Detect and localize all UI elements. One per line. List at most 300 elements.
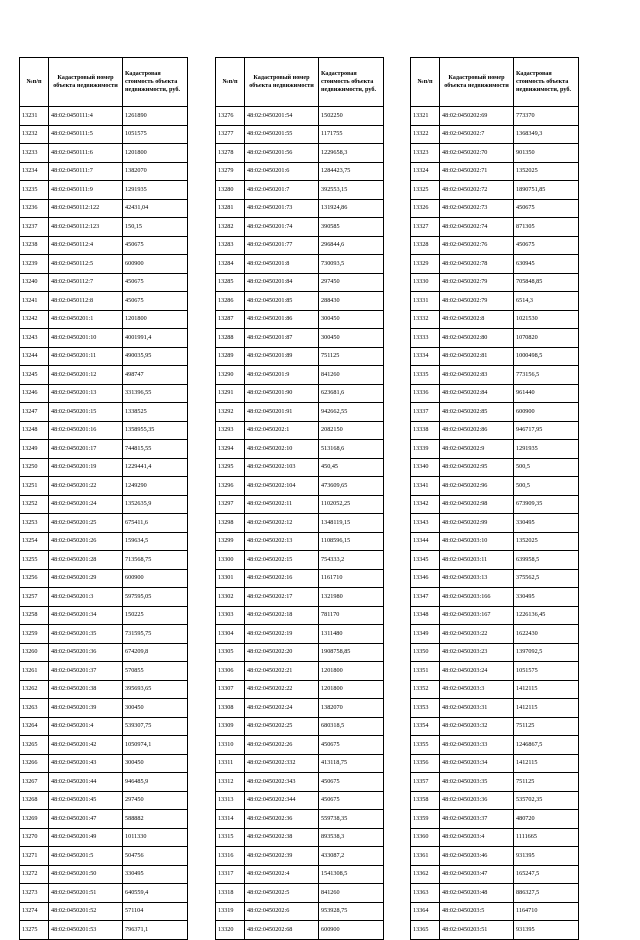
- row-number-cell: 13257: [20, 588, 49, 607]
- cadastral-number-cell: 48:02:0450202:4: [245, 865, 319, 884]
- row-number-cell: 13354: [411, 717, 440, 736]
- cadastral-cost-cell: 1397092,5: [514, 643, 579, 662]
- cadastral-number-cell: 48:02:0450201:73: [245, 199, 319, 218]
- cadastral-number-cell: 48:02:0450202:19: [245, 625, 319, 644]
- row-number-cell: 13344: [411, 532, 440, 551]
- row-number-cell: 13231: [20, 107, 49, 126]
- row-number-cell: 13261: [20, 662, 49, 681]
- table-row: [411, 458, 579, 477]
- table-row: [411, 921, 579, 940]
- cadastral-number-cell: 48:02:0450112:8: [49, 292, 123, 311]
- cadastral-number-cell: 48:02:0450202:84: [440, 384, 514, 403]
- row-number-cell: 13270: [20, 828, 49, 847]
- cadastral-number-cell: 48:02:0450202:36: [245, 810, 319, 829]
- header-num: №п/п: [216, 58, 245, 107]
- table-row: [216, 366, 384, 385]
- table-row: [411, 107, 579, 126]
- row-number-cell: 13313: [216, 791, 245, 810]
- cadastral-number-cell: 48:02:0450201:53: [49, 921, 123, 940]
- cadastral-number-cell: 48:02:0450202:96: [440, 477, 514, 496]
- table-row: [20, 162, 188, 181]
- cadastral-number-cell: 48:02:0450201:15: [49, 403, 123, 422]
- row-number-cell: 13357: [411, 773, 440, 792]
- row-number-cell: 13327: [411, 218, 440, 237]
- table-row: [216, 606, 384, 625]
- table-row: [216, 310, 384, 329]
- row-number-cell: 13275: [20, 921, 49, 940]
- row-number-cell: 13238: [20, 236, 49, 255]
- table-row: [411, 662, 579, 681]
- cadastral-cost-cell: 730093,5: [319, 255, 384, 274]
- cadastral-cost-cell: 4001991,4: [123, 329, 188, 348]
- cadastral-cost-cell: 871305: [514, 218, 579, 237]
- cadastral-cost-cell: 1368349,3: [514, 125, 579, 144]
- row-number-cell: 13331: [411, 292, 440, 311]
- cadastral-number-cell: 48:02:0450202:15: [245, 551, 319, 570]
- cadastral-number-cell: 48:02:0450201:17: [49, 440, 123, 459]
- row-number-cell: 13304: [216, 625, 245, 644]
- cadastral-number-cell: 48:02:0450201:90: [245, 384, 319, 403]
- cadastral-number-cell: 48:02:0450202:20: [245, 643, 319, 662]
- cadastral-number-cell: 48:02:0450203:34: [440, 754, 514, 773]
- row-number-cell: 13303: [216, 606, 245, 625]
- cadastral-cost-cell: 751125: [319, 347, 384, 366]
- cadastral-cost-cell: 450675: [319, 791, 384, 810]
- cadastral-cost-cell: 886327,5: [514, 884, 579, 903]
- cadastral-number-cell: 48:02:0450111:7: [49, 162, 123, 181]
- table-row: [20, 125, 188, 144]
- row-number-cell: 13272: [20, 865, 49, 884]
- header-cadastral-number: Кадастровый номер объекта недвижимости: [245, 58, 319, 107]
- row-number-cell: 13290: [216, 366, 245, 385]
- cadastral-cost-cell: 675411,6: [123, 514, 188, 533]
- cadastral-cost-cell: 330495: [123, 865, 188, 884]
- cadastral-number-cell: 48:02:0450202:332: [245, 754, 319, 773]
- cadastral-number-cell: 48:02:0450202:16: [245, 569, 319, 588]
- cadastral-cost-cell: 1352635,9: [123, 495, 188, 514]
- cadastral-cost-cell: 450,45: [319, 458, 384, 477]
- cadastral-cost-cell: 1622430: [514, 625, 579, 644]
- table-row: [20, 884, 188, 903]
- cadastral-number-cell: 48:02:0450201:86: [245, 310, 319, 329]
- cadastral-number-cell: 48:02:0450201:36: [49, 643, 123, 662]
- row-number-cell: 13259: [20, 625, 49, 644]
- cadastral-number-cell: 48:02:0450202:344: [245, 791, 319, 810]
- row-number-cell: 13364: [411, 902, 440, 921]
- row-number-cell: 13268: [20, 791, 49, 810]
- table-row: [216, 699, 384, 718]
- table-row: [20, 477, 188, 496]
- cadastral-cost-cell: 630945: [514, 255, 579, 274]
- cadastral-number-cell: 48:02:0450201:10: [49, 329, 123, 348]
- cadastral-cost-cell: 961440: [514, 384, 579, 403]
- table-row: [216, 865, 384, 884]
- cadastral-number-cell: 48:02:0450201:51: [49, 884, 123, 903]
- table-row: [20, 625, 188, 644]
- table-row: [20, 292, 188, 311]
- cadastral-cost-cell: 1229658,3: [319, 144, 384, 163]
- row-number-cell: 13339: [411, 440, 440, 459]
- cadastral-cost-cell: 450675: [319, 773, 384, 792]
- cadastral-cost-cell: 673909,35: [514, 495, 579, 514]
- cadastral-number-cell: 48:02:0450201:37: [49, 662, 123, 681]
- cadastral-cost-cell: 600900: [514, 403, 579, 422]
- row-number-cell: 13329: [411, 255, 440, 274]
- cadastral-table-2: [215, 57, 384, 940]
- table-row: [411, 736, 579, 755]
- table-row: [20, 699, 188, 718]
- table-row: [216, 347, 384, 366]
- cadastral-number-cell: 48:02:0450201:43: [49, 754, 123, 773]
- table-row: [411, 384, 579, 403]
- row-number-cell: 13312: [216, 773, 245, 792]
- cadastral-cost-cell: 1051575: [123, 125, 188, 144]
- cadastral-cost-cell: 781170: [319, 606, 384, 625]
- table-row: [411, 773, 579, 792]
- table-row: [20, 144, 188, 163]
- table-row: [411, 347, 579, 366]
- cadastral-cost-cell: 288430: [319, 292, 384, 311]
- table-row: [411, 292, 579, 311]
- cadastral-number-cell: 48:02:0450203:22: [440, 625, 514, 644]
- table-row: [411, 310, 579, 329]
- table-row: [216, 125, 384, 144]
- cadastral-cost-cell: 300450: [319, 329, 384, 348]
- cadastral-cost-cell: 773370: [514, 107, 579, 126]
- row-number-cell: 13316: [216, 847, 245, 866]
- cadastral-number-cell: 48:02:0450201:5: [49, 847, 123, 866]
- table-row: [216, 458, 384, 477]
- cadastral-number-cell: 48:02:0450202:11: [245, 495, 319, 514]
- cadastral-number-cell: 48:02:0450201:1: [49, 310, 123, 329]
- row-number-cell: 13252: [20, 495, 49, 514]
- table-row: [216, 625, 384, 644]
- table-row: [20, 107, 188, 126]
- cadastral-cost-cell: 433087,2: [319, 847, 384, 866]
- table-row: [20, 347, 188, 366]
- cadastral-cost-cell: 931395: [514, 847, 579, 866]
- table-row: [20, 810, 188, 829]
- cadastral-number-cell: 48:02:0450201:35: [49, 625, 123, 644]
- row-number-cell: 13297: [216, 495, 245, 514]
- table-row: [20, 736, 188, 755]
- cadastral-cost-cell: 931395: [514, 921, 579, 940]
- cadastral-cost-cell: 1201800: [319, 680, 384, 699]
- row-number-cell: 13356: [411, 754, 440, 773]
- table-row: [411, 810, 579, 829]
- table-row: [216, 643, 384, 662]
- cadastral-number-cell: 48:02:0450202:73: [440, 199, 514, 218]
- cadastral-number-cell: 48:02:0450202:25: [245, 717, 319, 736]
- row-number-cell: 13240: [20, 273, 49, 292]
- cadastral-cost-cell: 953928,75: [319, 902, 384, 921]
- cadastral-cost-cell: 751125: [514, 773, 579, 792]
- row-number-cell: 13273: [20, 884, 49, 903]
- cadastral-cost-cell: 1382070: [123, 162, 188, 181]
- table-row: [411, 699, 579, 718]
- cadastral-number-cell: 48:02:0450202:79: [440, 292, 514, 311]
- cadastral-number-cell: 48:02:0450201:13: [49, 384, 123, 403]
- cadastral-cost-cell: 2082150: [319, 421, 384, 440]
- cadastral-number-cell: 48:02:0450201:9: [245, 366, 319, 385]
- cadastral-cost-cell: 450675: [123, 236, 188, 255]
- cadastral-cost-cell: 754333,2: [319, 551, 384, 570]
- table-row: [216, 717, 384, 736]
- row-number-cell: 13264: [20, 717, 49, 736]
- cadastral-cost-cell: 1284423,75: [319, 162, 384, 181]
- row-number-cell: 13323: [411, 144, 440, 163]
- cadastral-number-cell: 48:02:0450202:13: [245, 532, 319, 551]
- cadastral-table-1: [19, 57, 188, 940]
- cadastral-number-cell: 48:02:0450201:4: [49, 717, 123, 736]
- table-row: [20, 828, 188, 847]
- table-row: [20, 717, 188, 736]
- table-row: [216, 736, 384, 755]
- cadastral-cost-cell: 1050974,1: [123, 736, 188, 755]
- cadastral-number-cell: 48:02:0450203:23: [440, 643, 514, 662]
- table-row: [20, 199, 188, 218]
- cadastral-number-cell: 48:02:0450203:37: [440, 810, 514, 829]
- header-cadastral-cost: Кадастровая стоимость объекта недвижимости, руб.: [123, 58, 188, 107]
- cadastral-number-cell: 48:02:0450202:5: [245, 884, 319, 903]
- cadastral-number-cell: 48:02:0450202:7: [440, 125, 514, 144]
- table-row: [216, 162, 384, 181]
- cadastral-cost-cell: 1249290: [123, 477, 188, 496]
- cadastral-cost-cell: 1382070: [319, 699, 384, 718]
- cadastral-cost-cell: 1171755: [319, 125, 384, 144]
- cadastral-number-cell: 48:02:0450202:83: [440, 366, 514, 385]
- row-number-cell: 13256: [20, 569, 49, 588]
- cadastral-cost-cell: 1201800: [123, 144, 188, 163]
- cadastral-cost-cell: 600900: [123, 569, 188, 588]
- cadastral-cost-cell: 639958,5: [514, 551, 579, 570]
- table-row: [216, 329, 384, 348]
- table-row: [20, 847, 188, 866]
- cadastral-cost-cell: 570855: [123, 662, 188, 681]
- row-number-cell: 13321: [411, 107, 440, 126]
- cadastral-cost-cell: 300450: [123, 699, 188, 718]
- cadastral-number-cell: 48:02:0450202:343: [245, 773, 319, 792]
- cadastral-cost-cell: 498747: [123, 366, 188, 385]
- row-number-cell: 13298: [216, 514, 245, 533]
- cadastral-number-cell: 48:02:0450112:7: [49, 273, 123, 292]
- cadastral-cost-cell: 1229441,4: [123, 458, 188, 477]
- row-number-cell: 13311: [216, 754, 245, 773]
- row-number-cell: 13320: [216, 921, 245, 940]
- cadastral-cost-cell: 300450: [319, 310, 384, 329]
- row-number-cell: 13299: [216, 532, 245, 551]
- cadastral-number-cell: 48:02:0450202:26: [245, 736, 319, 755]
- table-row: [411, 791, 579, 810]
- cadastral-cost-cell: 674209,8: [123, 643, 188, 662]
- cadastral-number-cell: 48:02:0450201:42: [49, 736, 123, 755]
- cadastral-cost-cell: 796371,1: [123, 921, 188, 940]
- cadastral-number-cell: 48:02:0450202:103: [245, 458, 319, 477]
- row-number-cell: 13292: [216, 403, 245, 422]
- row-number-cell: 13245: [20, 366, 49, 385]
- row-number-cell: 13317: [216, 865, 245, 884]
- cadastral-number-cell: 48:02:0450202:21: [245, 662, 319, 681]
- row-number-cell: 13255: [20, 551, 49, 570]
- table-row: [411, 329, 579, 348]
- cadastral-cost-cell: 480720: [514, 810, 579, 829]
- row-number-cell: 13307: [216, 680, 245, 699]
- table-row: [20, 865, 188, 884]
- row-number-cell: 13279: [216, 162, 245, 181]
- table-row: [411, 218, 579, 237]
- cadastral-number-cell: 48:02:0450201:38: [49, 680, 123, 699]
- cadastral-number-cell: 48:02:0450201:85: [245, 292, 319, 311]
- table-row: [216, 680, 384, 699]
- row-number-cell: 13322: [411, 125, 440, 144]
- cadastral-cost-cell: 131924,86: [319, 199, 384, 218]
- cadastral-number-cell: 48:02:0450202:39: [245, 847, 319, 866]
- row-number-cell: 13301: [216, 569, 245, 588]
- row-number-cell: 13246: [20, 384, 49, 403]
- cadastral-number-cell: 48:02:0450202:10: [245, 440, 319, 459]
- cadastral-number-cell: 48:02:0450202:6: [245, 902, 319, 921]
- cadastral-cost-cell: 1261890: [123, 107, 188, 126]
- table-row: [20, 458, 188, 477]
- row-number-cell: 13289: [216, 347, 245, 366]
- cadastral-number-cell: 48:02:0450201:26: [49, 532, 123, 551]
- table-row: [216, 403, 384, 422]
- row-number-cell: 13365: [411, 921, 440, 940]
- table-row: [411, 366, 579, 385]
- cadastral-number-cell: 48:02:0450201:56: [245, 144, 319, 163]
- cadastral-cost-cell: 1348119,15: [319, 514, 384, 533]
- cadastral-number-cell: 48:02:0450201:44: [49, 773, 123, 792]
- table-row: [411, 754, 579, 773]
- cadastral-number-cell: 48:02:0450201:54: [245, 107, 319, 126]
- table-row: [216, 107, 384, 126]
- cadastral-number-cell: 48:02:0450201:47: [49, 810, 123, 829]
- table-row: [411, 125, 579, 144]
- row-number-cell: 13249: [20, 440, 49, 459]
- table-row: [411, 551, 579, 570]
- row-number-cell: 13352: [411, 680, 440, 699]
- cadastral-cost-cell: 490035,95: [123, 347, 188, 366]
- cadastral-number-cell: 48:02:0450201:89: [245, 347, 319, 366]
- table-row: [411, 865, 579, 884]
- row-number-cell: 13342: [411, 495, 440, 514]
- cadastral-cost-cell: 1246867,5: [514, 736, 579, 755]
- cadastral-cost-cell: 1011330: [123, 828, 188, 847]
- row-number-cell: 13341: [411, 477, 440, 496]
- cadastral-number-cell: 48:02:0450203:35: [440, 773, 514, 792]
- cadastral-cost-cell: 1412115: [514, 754, 579, 773]
- cadastral-number-cell: 48:02:0450201:12: [49, 366, 123, 385]
- cadastral-cost-cell: 600900: [319, 921, 384, 940]
- cadastral-number-cell: 48:02:0450202:68: [245, 921, 319, 940]
- cadastral-number-cell: 48:02:0450201:7: [245, 181, 319, 200]
- cadastral-cost-cell: 300450: [123, 754, 188, 773]
- cadastral-number-cell: 48:02:0450203:166: [440, 588, 514, 607]
- cadastral-number-cell: 48:02:0450202:8: [440, 310, 514, 329]
- row-number-cell: 13291: [216, 384, 245, 403]
- table-row: [411, 532, 579, 551]
- cadastral-cost-cell: 705848,85: [514, 273, 579, 292]
- table-row: [411, 199, 579, 218]
- row-number-cell: 13338: [411, 421, 440, 440]
- cadastral-cost-cell: 1201800: [123, 310, 188, 329]
- row-number-cell: 13306: [216, 662, 245, 681]
- table-row: [216, 273, 384, 292]
- cadastral-cost-cell: 1541308,5: [319, 865, 384, 884]
- cadastral-number-cell: 48:02:0450202:98: [440, 495, 514, 514]
- cadastral-number-cell: 48:02:0450111:4: [49, 107, 123, 126]
- row-number-cell: 13287: [216, 310, 245, 329]
- table-row: [20, 791, 188, 810]
- row-number-cell: 13351: [411, 662, 440, 681]
- cadastral-cost-cell: 1502250: [319, 107, 384, 126]
- row-number-cell: 13274: [20, 902, 49, 921]
- cadastral-number-cell: 48:02:0450202:76: [440, 236, 514, 255]
- table-row: [20, 551, 188, 570]
- row-number-cell: 13361: [411, 847, 440, 866]
- table-row: [20, 532, 188, 551]
- header-cadastral-cost: Кадастровая стоимость объекта недвижимости, руб.: [319, 58, 384, 107]
- cadastral-number-cell: 48:02:0450202:22: [245, 680, 319, 699]
- table-row: [216, 569, 384, 588]
- cadastral-number-cell: 48:02:0450202:71: [440, 162, 514, 181]
- table-row: [411, 680, 579, 699]
- cadastral-cost-cell: 42431,04: [123, 199, 188, 218]
- row-number-cell: 13355: [411, 736, 440, 755]
- row-number-cell: 13295: [216, 458, 245, 477]
- row-number-cell: 13319: [216, 902, 245, 921]
- row-number-cell: 13315: [216, 828, 245, 847]
- cadastral-cost-cell: 504756: [123, 847, 188, 866]
- cadastral-number-cell: 48:02:0450201:6: [245, 162, 319, 181]
- row-number-cell: 13267: [20, 773, 49, 792]
- row-number-cell: 13277: [216, 125, 245, 144]
- row-number-cell: 13332: [411, 310, 440, 329]
- cadastral-number-cell: 48:02:0450201:87: [245, 329, 319, 348]
- cadastral-number-cell: 48:02:0450201:24: [49, 495, 123, 514]
- cadastral-cost-cell: 1111665: [514, 828, 579, 847]
- cadastral-cost-cell: 901350: [514, 144, 579, 163]
- cadastral-cost-cell: 375562,5: [514, 569, 579, 588]
- row-number-cell: 13334: [411, 347, 440, 366]
- cadastral-number-cell: 48:02:0450202:1: [245, 421, 319, 440]
- cadastral-number-cell: 48:02:0450201:45: [49, 791, 123, 810]
- row-number-cell: 13235: [20, 181, 49, 200]
- row-number-cell: 13278: [216, 144, 245, 163]
- table-row: [216, 255, 384, 274]
- header-cadastral-number: Кадастровый номер объекта недвижимости: [49, 58, 123, 107]
- table-row: [20, 773, 188, 792]
- cadastral-number-cell: 48:02:0450202:24: [245, 699, 319, 718]
- cadastral-cost-cell: 500,5: [514, 458, 579, 477]
- row-number-cell: 13360: [411, 828, 440, 847]
- cadastral-number-cell: 48:02:0450201:91: [245, 403, 319, 422]
- table-row: [20, 329, 188, 348]
- cadastral-number-cell: 48:02:0450203:10: [440, 532, 514, 551]
- table-row: [216, 292, 384, 311]
- cadastral-number-cell: 48:02:0450112:122: [49, 199, 123, 218]
- row-number-cell: 13280: [216, 181, 245, 200]
- cadastral-cost-cell: 942662,55: [319, 403, 384, 422]
- table-row: [216, 828, 384, 847]
- row-number-cell: 13346: [411, 569, 440, 588]
- row-number-cell: 13234: [20, 162, 49, 181]
- cadastral-cost-cell: 165247,5: [514, 865, 579, 884]
- cadastral-cost-cell: 1102052,25: [319, 495, 384, 514]
- row-number-cell: 13324: [411, 162, 440, 181]
- table-row: [20, 366, 188, 385]
- cadastral-number-cell: 48:02:0450202:17: [245, 588, 319, 607]
